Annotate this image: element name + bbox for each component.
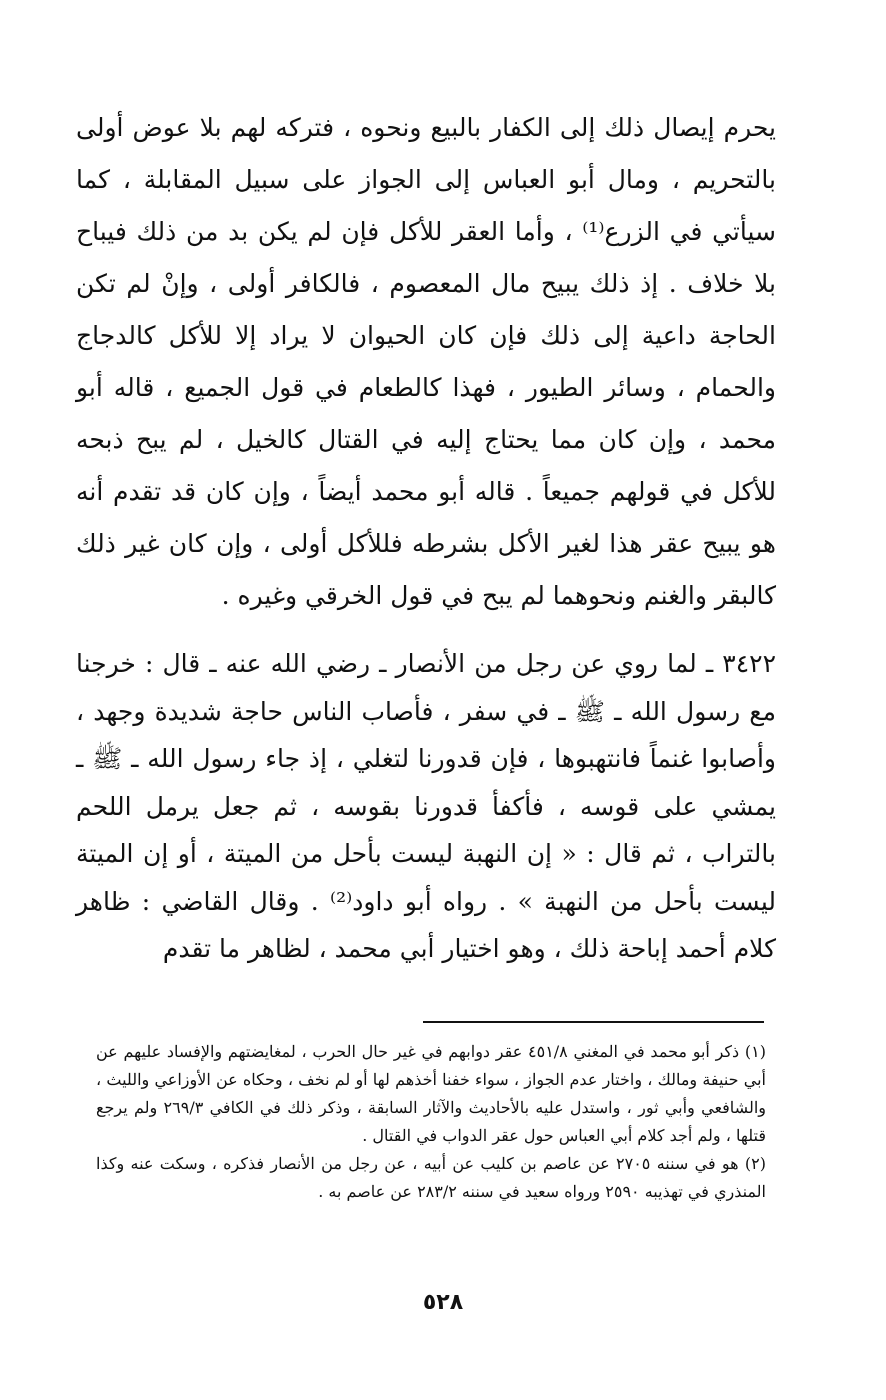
footnote-2: (٢) هو في سننه ٢٧٠٥ عن عاصم بن كليب عن أبيه ، عن رجل من الأنصار فذكره ، وسكت عنه وكذا المنذري في تهذيبه ٢٥٩٠ ورواه سعيد في سننه ٢٨٣/٢ عن عاصم به . [96,1154,766,1201]
page-number: ٥٢٨ [422,1290,464,1315]
footnote-divider [423,1021,764,1023]
paragraph-2-text: لما روي عن رجل من الأنصار ـ رضي الله عنه ـ قال : خرجنا مع رسول الله ـ ﷺ ـ في سفر ، فأصاب الناس حاجة شديدة وجهد ، وأصابوا غنماً فانتهبوها ، فإن قدورنا لتغلي ، إذ جاء رسول الله ـ ﷺ ـ يمشي على قوسه ، فأكفأ قدورنا بقوسه ، ثم جعل يرمل اللحم بالتراب ، ثم قال : « إن النهبة ليست بأحل من الميتة ، أو إن الميتة ليست بأحل من النهبة » . رواه أبو داود⁽²⁾ . وقال القاضي : ظاهر كلام أحمد إباحة ذلك ، وهو اختيار أبي محمد ، لظاهر ما تقدم [76,649,776,963]
main-paragraph-1 [76,102,776,622]
footnotes [96,1038,766,1206]
paragraph-1-text: يحرم إيصال ذلك إلى الكفار بالبيع ونحوه ، فتركه لهم بلا عوض أولى بالتحريم ، ومال أبو العباس إلى الجواز على سبيل المقابلة ، كما سيأتي في الزرع⁽¹⁾ ، وأما العقر للأكل فإن لم يكن بد من ذلك فيباح بلا خلاف . إذ ذلك يبيح مال المعصوم ، فالكافر أولى ، وإنْ لم تكن الحاجة داعية إلى ذلك فإن كان الحيوان لا يراد إلا للأكل كالدجاج والحمام ، وسائر الطيور ، فهذا كالطعام في قول الجميع ، قاله أبو محمد ، وإن كان مما يحتاج إليه في القتال كالخيل ، لم يبح ذبحه للأكل في قولهم جميعاً . قاله أبو محمد أيضاً ، وإن كان قد تقدم أنه هو يبيح عقر هذا لغير الأكل بشرطه فللأكل أولى ، وإن كان غير ذلك كالبقر والغنم ونحوهما لم يبح في قول الخرقي وغيره . [76,113,776,610]
footnote-1: (١) ذكر أبو محمد في المغني ٤٥١/٨ عقر دوابهم في غير حال الحرب ، لمغايضتهم والإفساد عليهم عن أبي حنيفة ومالك ، واختار عدم الجواز ، سواء خفنا أخذهم لها أو لم نخف ، وحكاه عن الأوزاعي والليث ، والشافعي وأبي ثور ، واستدل عليه بالأحاديث والآثار السابقة ، وذكر ذلك في الكافي ٢٦٩/٣ ولم يرجع قتلها ، ولم أجد كلام أبي العباس حول عقر الدواب في القتال . [96,1042,766,1145]
entry-number: ٣٤٢٢ ـ [705,649,777,678]
main-paragraph-2 [76,640,776,973]
